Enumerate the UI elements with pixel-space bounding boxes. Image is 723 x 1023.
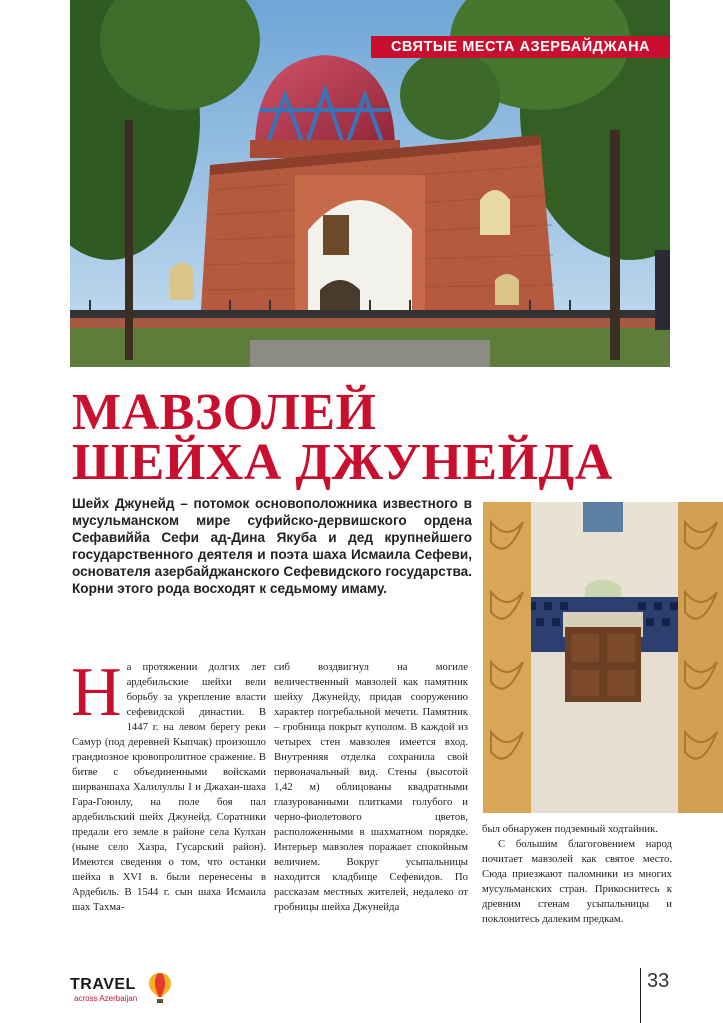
lead-paragraph: Шейх Джунейд – потомок основоположника известного в мусульманском мире суфийско-дервишского ордена Сефавиййа Сефи ад-Дина Якуба и дед крупнейшего государственного деятеля и поэта шаха Исмаила Сефеви, основателя азербайджанского Сефевидского государства. Корни этого рода восходят к седьмому имаму. <box>72 496 472 596</box>
body-column-3-paragraph-2: С большим благоговением народ почитает мавзолей как святое место. Сюда приезжают паломники из многих мусульманских стран. Прикоснитесь к древним стенам усыпальницы и поклонитесь далеким предкам. <box>482 838 672 925</box>
balloon-icon <box>147 972 173 1004</box>
logo-main-text: TRAVEL <box>70 976 136 993</box>
page-number: 33 <box>647 970 670 992</box>
body-column-3 <box>482 822 672 927</box>
page-number-rule <box>640 968 641 1023</box>
dropcap: Н <box>71 654 122 731</box>
article-title-line-1: МАВЗОЛЕЙ <box>72 384 377 441</box>
section-tag: СВЯТЫЕ МЕСТА АЗЕРБАЙДЖАНА <box>371 36 670 58</box>
article-title-line-2: ШЕЙХА ДЖУНЕЙДА <box>72 434 613 491</box>
logo-sub-text: across Azerbaijan <box>74 994 138 1003</box>
article-title <box>72 384 672 491</box>
mausoleum-interior-photo <box>483 502 723 813</box>
body-column-1-text: а протяжении долгих лет ардебильские шейхи вели борьбу за укрепление власти сефевидской династии. В 1447 г. на левом берегу реки Самур (под деревней Кыпчак) произошло грандиозное кровопролитное сражение. В битве с объединенными войсками ширваншаха Халилуллы I и Джахан-шаха Гара-Гоюнлу, на поле боя пал ардебильский шейх Джунейд. Соратники предали его земле в районе села Кулхан (ныне село Хазра, Гусарский район). Имеются сведения о том, что останки шейха в XVI в. были перенесены в Ардебиль. В 1544 г. сын шаха Исмаила шах Тахма- <box>72 661 266 913</box>
body-column-1 <box>71 654 266 915</box>
travel-logo <box>70 972 180 1017</box>
body-column-2: сиб воздвигнул на могиле величественный мавзолей как памятник шейху Джунейду, придав сооружению характер погребальной мечети. Памятник – гробница покрыт куполом. В каждой из четырех стен мавзолея имеется вход. Внутренняя отделка сохранила свой первоначальный вид. Стены (высотой 1,42 м) облицованы квадратными глазурованными плитками голубого и черно-фиолетового цветов, расположенными в шахматном порядке. Интерьер мавзолея поражает спокойным величием. Вокруг усыпальницы находится кладбище Сефевидов. По рассказам местных жителей, недалеко от гробницы шейха Джунейда <box>274 661 468 913</box>
body-column-3-paragraph-1: был обнаружен подземный ходтайник. <box>482 823 658 835</box>
